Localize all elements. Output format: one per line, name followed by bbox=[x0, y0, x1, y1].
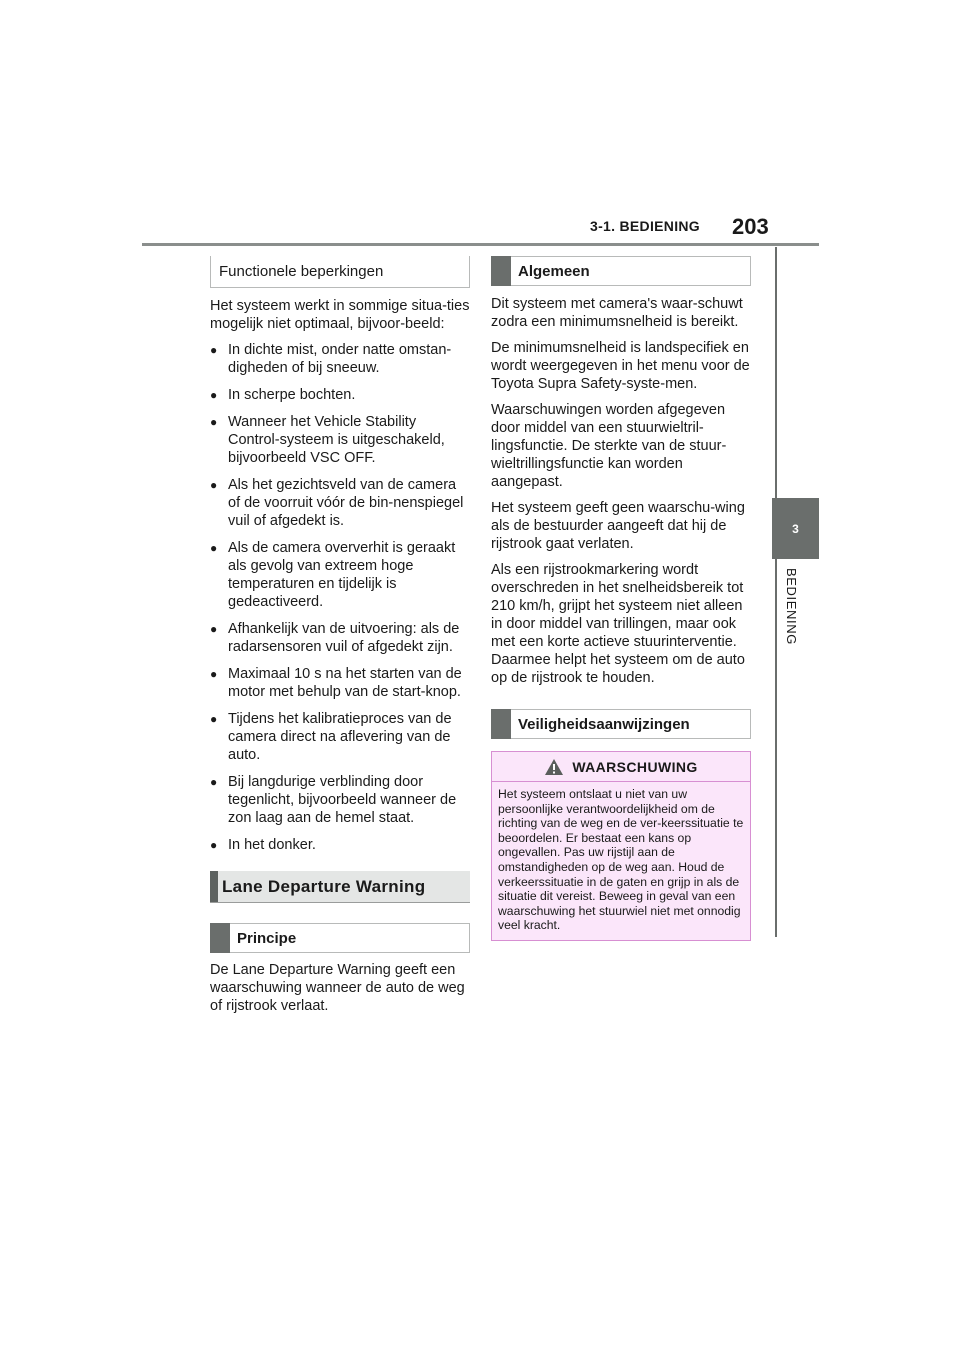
principle-text: De Lane Departure Warning geeft een waarschuwing wanneer de auto de weg of rijstrook verlaat. bbox=[210, 962, 465, 1014]
chapter-number: 3 bbox=[792, 521, 799, 536]
limits-list bbox=[210, 341, 470, 854]
subheading-text: Veiligheidsaanwijzingen bbox=[518, 715, 690, 733]
right-column bbox=[491, 256, 751, 941]
list-item: ● Als het gezichtsveld van de camera of de voorruit vóór de bin-nenspiegel vuil of afgedekt is. bbox=[210, 476, 470, 530]
subheading-text: Algemeen bbox=[518, 262, 590, 280]
warning-header bbox=[492, 752, 750, 782]
list-item: ● Maximaal 10 s na het starten van de motor met behulp van de start-knop. bbox=[210, 665, 470, 701]
section-heading-lane-departure-warning bbox=[210, 871, 470, 903]
list-item: ● Wanneer het Vehicle Stability Control-systeem is uitgeschakeld, bijvoorbeeld VSC OFF. bbox=[210, 413, 470, 467]
subheading-functional-limits: Functionele beperkingen bbox=[210, 256, 470, 288]
header-rule bbox=[142, 243, 819, 246]
list-item: ● Tijdens het kalibratieproces van de camera direct na aflevering van de auto. bbox=[210, 710, 470, 764]
chapter-title-container bbox=[784, 568, 808, 658]
warning-triangle-icon bbox=[544, 758, 564, 776]
paragraph: Het systeem geeft geen waarschu-wing als de bestuurder aangeeft dat hij de rijstrook gaat verlaten. bbox=[491, 500, 745, 552]
subheading-general bbox=[491, 256, 751, 286]
paragraph: Dit systeem met camera's waar-schuwt zodra een minimumsnelheid is bereikt. bbox=[491, 296, 743, 330]
chapter-tab[interactable] bbox=[772, 498, 819, 559]
list-item: ● In dichte mist, onder natte omstan-digheden of bij sneeuw. bbox=[210, 341, 470, 377]
section-label: 3-1. BEDIENING bbox=[590, 218, 700, 234]
list-item: ● Bij langdurige verblinding door tegenlicht, bijvoorbeeld wanneer de zon laag aan de hemel staat. bbox=[210, 773, 470, 827]
list-item: ● In scherpe bochten. bbox=[210, 386, 470, 404]
limits-intro: Het systeem werkt in sommige situa-ties mogelijk niet optimaal, bijvoor-beeld: bbox=[210, 298, 470, 332]
page-number: 203 bbox=[732, 214, 769, 239]
paragraph: Als een rijstrookmarkering wordt overschreden in het snelheidsbereik tot 210 km/h, grijpt het systeem niet alleen in door middel van trillingen, maar ook met een korte actieve stuurinterventie. Daarmee helpt het systeem om de auto op de rijstrook te houden. bbox=[491, 562, 745, 686]
warning-box bbox=[491, 751, 751, 941]
list-item: ● Afhankelijk van de uitvoering: als de radarsensoren vuil of afgedekt zijn. bbox=[210, 620, 470, 656]
subheading-safety bbox=[491, 709, 751, 739]
chapter-title: BEDIENING bbox=[784, 568, 799, 645]
side-divider bbox=[775, 247, 777, 937]
subheading-text: Principe bbox=[237, 929, 297, 947]
warning-title: WAARSCHUWING bbox=[572, 758, 698, 775]
paragraph: Waarschuwingen worden afgegeven door middel van een stuurwieltril-lingsfunctie. De sterkte van de stuur-wieltrillingsfunctie kan worden aangepast. bbox=[491, 402, 727, 490]
paragraph: De minimumsnelheid is landspecifiek en wordt weergegeven in het menu voor de Toyota Supra Safety-syste-men. bbox=[491, 340, 750, 392]
subheading-principle bbox=[210, 923, 470, 953]
warning-text: Het systeem ontslaat u niet van uw persoonlijke verantwoordelijkheid om de richting van de weg en de ver-keerssituatie te beoordelen. Er bestaat een kans op ongevallen. Pas uw rijstijl aan de omstandigheden op de weg aan. Houd de verkeerssituatie in de gaten en grijp in als de situatie dit vereist. Beweeg in geval van een waarschuwing het stuurwiel niet met onnodig veel kracht. bbox=[498, 787, 744, 933]
left-column bbox=[210, 256, 470, 1015]
section-heading-text: Lane Departure Warning bbox=[222, 876, 426, 896]
list-item: ● Als de camera oververhit is geraakt als gevolg van extreem hoge temperaturen en tijdelijk is gedeactiveerd. bbox=[210, 539, 470, 611]
list-item: ● In het donker. bbox=[210, 836, 470, 854]
